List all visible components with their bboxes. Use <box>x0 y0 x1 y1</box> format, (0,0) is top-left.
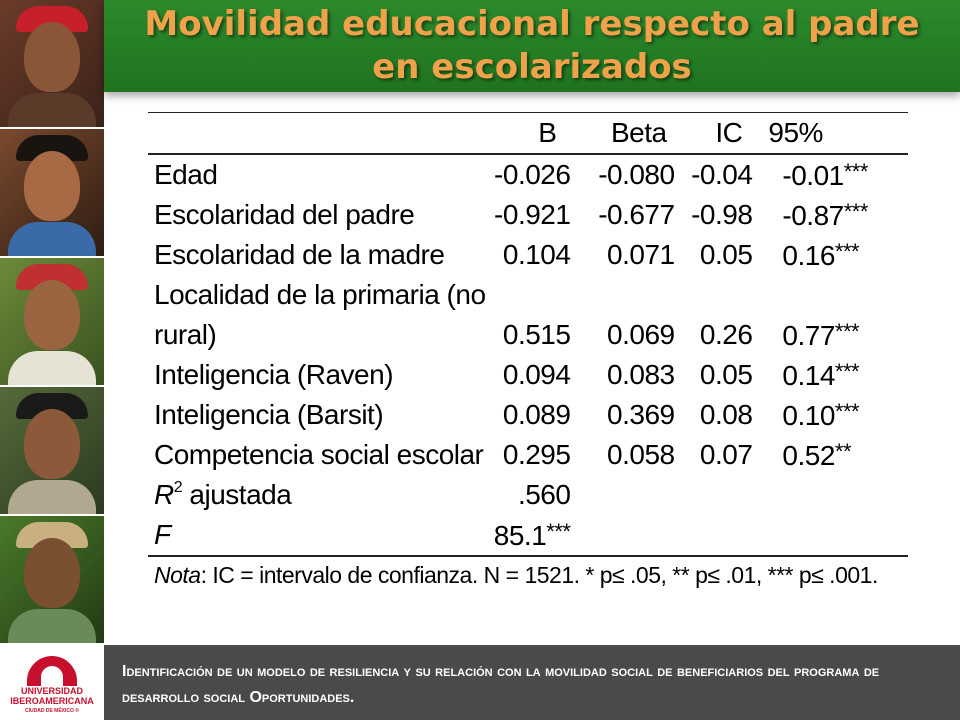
r-symbol: R <box>154 479 174 510</box>
cell-b: 0.089 <box>502 399 571 430</box>
university-logo <box>0 645 104 720</box>
header-label-empty <box>148 113 486 154</box>
table-note <box>154 562 914 589</box>
cell-beta: 0.071 <box>607 239 675 270</box>
table-row <box>148 315 908 355</box>
ic-high-value: 0.52 <box>782 439 835 471</box>
significance-stars: *** <box>834 358 860 384</box>
table-row <box>148 395 908 435</box>
cell-beta: 0.058 <box>607 439 675 470</box>
row-label: Escolaridad de la madre <box>154 239 445 270</box>
cell-ic-low: 0.05 <box>699 359 753 390</box>
significance-stars: *** <box>834 398 860 424</box>
row-label-line2: rural) <box>154 319 217 350</box>
col-header-b: B <box>486 113 571 154</box>
photo-woman-child <box>0 387 104 516</box>
cell-b: -0.026 <box>494 159 571 190</box>
significance-stars: *** <box>843 158 868 184</box>
footer-bar <box>0 645 960 720</box>
cell-b: -0.921 <box>494 199 571 230</box>
table-row-label-continued <box>148 275 908 315</box>
col-header-ic: IC <box>675 113 753 154</box>
table-row <box>148 435 908 475</box>
f-value: 85.1 <box>493 519 547 551</box>
logo-line3: CIUDAD DE MÉXICO ® <box>25 707 79 714</box>
table-header-row <box>148 113 908 154</box>
logo-line1: UNIVERSIDAD <box>20 685 83 696</box>
row-label-line1: Localidad de la primaria (no <box>154 279 486 310</box>
r-superscript: 2 <box>173 479 183 496</box>
cell-beta: 0.369 <box>607 399 675 430</box>
col-header-95: 95% <box>752 113 908 154</box>
cell-ic-high <box>752 235 908 275</box>
row-label-r2 <box>148 475 486 515</box>
ic-high-value: -0.87 <box>782 199 844 231</box>
cell-beta: -0.080 <box>598 159 675 190</box>
significance-stars: *** <box>843 198 868 224</box>
col-header-beta: Beta <box>570 113 674 154</box>
cell-ic-low: 0.07 <box>699 439 753 470</box>
table-row <box>148 235 908 275</box>
ic-high-value: 0.14 <box>782 359 835 391</box>
cell-b-f <box>486 515 571 555</box>
table-row <box>148 355 908 395</box>
table-row <box>148 195 908 235</box>
significance-stars: ** <box>834 438 852 464</box>
significance-stars: *** <box>834 318 860 344</box>
logo-emblem-icon <box>27 650 77 686</box>
slide-title: Movilidad educacional respecto al padre en escolarizados <box>144 4 920 87</box>
cell-b: 0.295 <box>502 439 571 470</box>
cell-ic-high <box>752 315 908 355</box>
photo-strip <box>0 0 104 645</box>
cell-b: 0.104 <box>502 239 571 270</box>
cell-ic-low: -0.98 <box>691 199 753 230</box>
ic-high-value: 0.77 <box>782 319 835 351</box>
header-banner <box>104 0 960 92</box>
cell-ic-high <box>752 435 908 475</box>
logo-line2: IBEROAMERICANA <box>10 695 94 706</box>
cell-beta: 0.083 <box>607 359 675 390</box>
cell-ic-low: 0.26 <box>699 319 753 350</box>
table-row-r2 <box>148 475 908 515</box>
cell-ic-low: 0.08 <box>699 399 753 430</box>
cell-ic-high <box>752 355 908 395</box>
cell-beta: 0.069 <box>607 319 675 350</box>
photo-farmer-field <box>0 516 104 645</box>
footer-caption: Identificación de un modelo de resiliencia y su relación con la movilidad social de beneficiarios del programa de desarrollo social Oportunidades. <box>122 663 880 706</box>
cell-beta: -0.677 <box>598 199 675 230</box>
table-row <box>148 154 908 195</box>
note-text: : IC = intervalo de confianza. N = 1521. * p≤ .05, ** p≤ .01, *** p≤ .001. <box>200 562 878 588</box>
cell-ic-high <box>752 395 908 435</box>
ic-high-value: 0.10 <box>782 399 835 431</box>
cell-b: 0.515 <box>502 319 571 350</box>
photo-farmer-cap <box>0 258 104 387</box>
cell-b-r2: .560 <box>517 479 571 510</box>
photo-indigenous-man <box>0 0 104 129</box>
cell-b: 0.094 <box>502 359 571 390</box>
r2-label-rest: ajustada <box>182 479 292 510</box>
note-prefix: Nota <box>154 562 201 588</box>
row-label: Inteligencia (Barsit) <box>154 399 384 430</box>
regression-table <box>148 112 908 557</box>
cell-ic-high <box>752 195 908 235</box>
cell-ic-high <box>752 154 908 195</box>
cell-ic-low: 0.05 <box>699 239 753 270</box>
significance-stars: *** <box>834 238 860 264</box>
table-row-f <box>148 515 908 555</box>
cell-ic-low: -0.04 <box>691 159 753 190</box>
row-label: Edad <box>154 159 218 190</box>
table-bottom-rule <box>148 555 908 557</box>
row-label-f: F <box>154 519 171 550</box>
ic-high-value: -0.01 <box>782 159 844 191</box>
row-label: Escolaridad del padre <box>154 199 415 230</box>
row-label: Competencia social escolar <box>154 439 484 470</box>
significance-stars: *** <box>546 518 571 544</box>
ic-high-value: 0.16 <box>782 239 835 271</box>
row-label: Inteligencia (Raven) <box>154 359 394 390</box>
photo-woman <box>0 129 104 258</box>
